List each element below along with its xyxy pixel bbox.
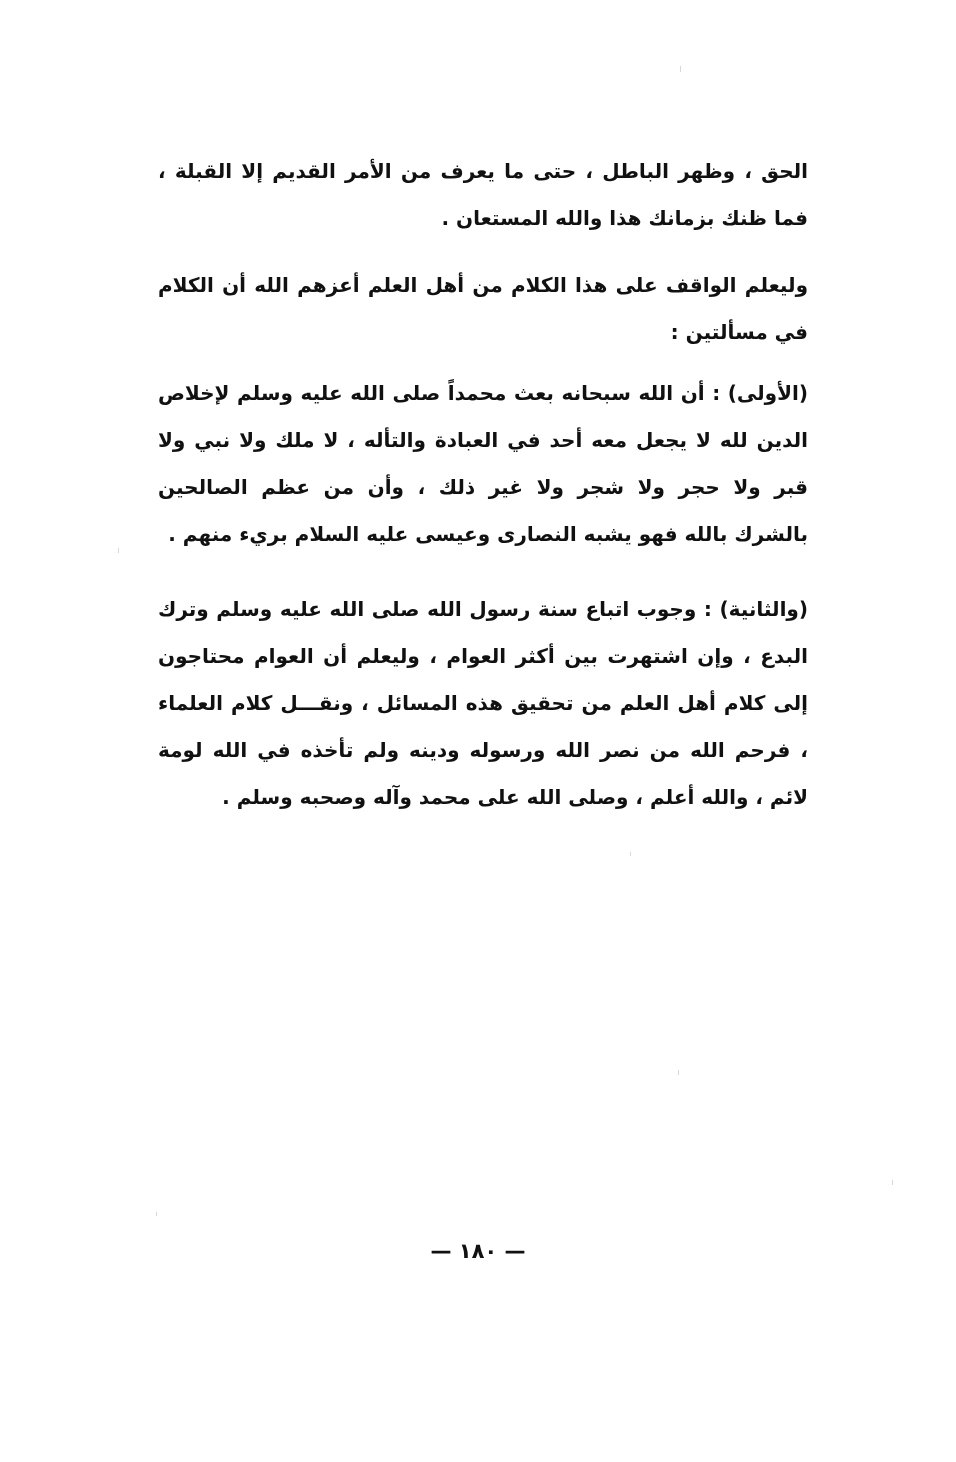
paragraph-2: وليعلم الواقف على هذا الكلام من أهل العلم أعزهم الله أن الكلام في مسألتين : (158, 273, 808, 344)
paragraph-second-issue: (والثانية) : وجوب اتباع سنة رسول الله صلى الله عليه وسلم وترك البدع ، وإن اشتهرت بين أكثر العوام ، وليعلم أن العوام محتاجون إلى كلام أهل العلم من تحقيق هذه المسائل ، ونقـــل كلام العلماء ، فرحم الله من نصر الله ورسوله ودينه ولم تأخذه في الله لومة لائم ، والله أعلم ، وصلى الله على محمد وآله وصحبه وسلم . (158, 597, 808, 809)
scan-speck (156, 1212, 157, 1216)
paragraph-first-issue: (الأولى) : أن الله سبحانه بعث محمداً صلى الله عليه وسلم لإخلاص الدين لله لا يجعل معه أحد في العبادة والتأله ، لا ملك ولا نبي ولا قبر ولا حجر ولا شجر ولا غير ذلك ، وأن من عظم الصالحين بالشرك بالله فهو يشبه النصارى وعيسى عليه السلام بريء منهم . (158, 381, 808, 546)
paragraph-1: الحق ، وظهر الباطل ، حتى ما يعرف من الأمر القديم إلا القبلة ، فما ظنك بزمانك هذا والله المستعان . (158, 159, 808, 230)
scan-speck (680, 66, 681, 72)
scan-speck (630, 852, 631, 856)
scan-speck (678, 1070, 679, 1075)
scan-speck (118, 548, 119, 553)
scan-speck (892, 1180, 893, 1185)
page-number: — ١٨٠ — (430, 1239, 526, 1263)
